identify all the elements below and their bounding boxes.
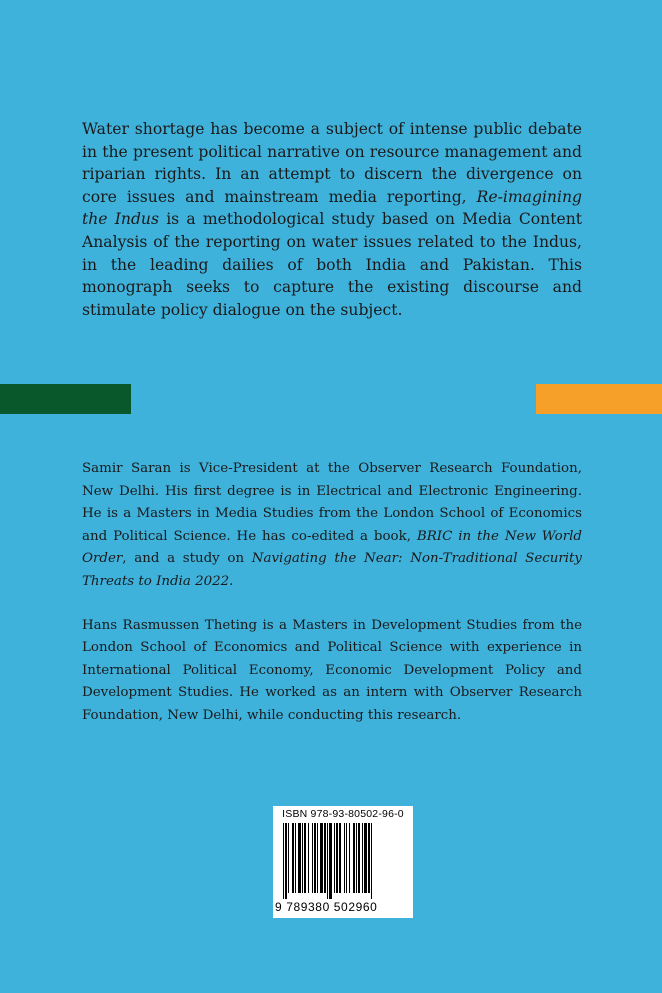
bio1-book-title: BRIC in the New World Order: [82, 528, 582, 567]
orange-divider-bar: [536, 384, 662, 414]
barcode-bars-icon: [277, 823, 409, 899]
blurb-text-1: Water shortage has become a subject of intense public debate in the present political narrative on resource management and riparian rights. In an attempt to discern the divergence on core issues and mainstream media reporting,: [82, 120, 582, 206]
isbn-digits: 9 789380 502960: [275, 900, 378, 914]
author-bios: [82, 458, 582, 728]
bio1-text-2: , and a study on: [122, 551, 252, 567]
bio1-text-1: Samir Saran is Vice-President at the Observer Research Foundation, New Delhi. His first degree is in Electrical and Electronic Engineering. He is a Masters in Media Studies from the London School of Economics and Political Science. He has co-edited a book,: [82, 461, 582, 544]
blurb-text-2: is a methodological study based on Media Content Analysis of the reporting on water issues related to the Indus, in the leading dailies of both India and Pakistan. This monograph seeks to capture the existing discourse and stimulate policy dialogue on the subject.: [82, 210, 582, 319]
bio1-text-3: .: [229, 573, 234, 589]
green-divider-bar: [0, 384, 131, 414]
back-cover-blurb: [82, 118, 582, 321]
isbn-barcode: [273, 806, 413, 918]
book-title: Re-imagining the Indus: [82, 187, 582, 229]
author-bio-hans-theting: Hans Rasmussen Theting is a Masters in Development Studies from the London School of Economics and Political Science with experience in International Political Economy, Economic Development Policy and Development Studies. He worked as an intern with Observer Research Foundation, New Delhi, while conducting this research.: [82, 617, 582, 723]
bio1-study-title: Navigating the Near: Non-Traditional Security Threats to India 2022: [82, 551, 582, 589]
author-bio-samir-saran: [82, 458, 582, 594]
isbn-label: ISBN 978-93-80502-96-0: [282, 808, 404, 820]
